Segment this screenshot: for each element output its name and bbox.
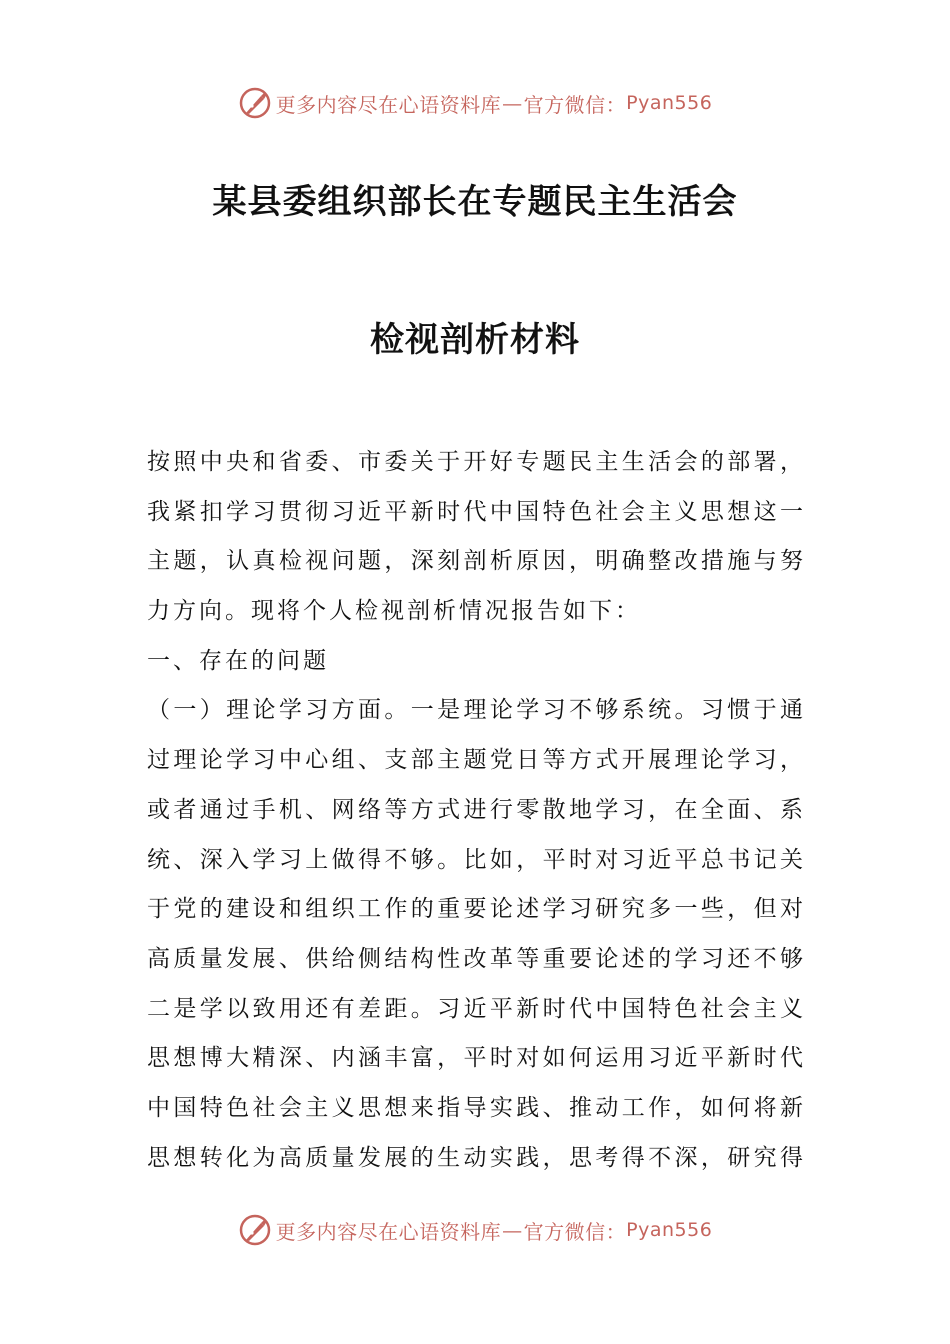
body-line: 中国特色社会主义思想来指导实践、推动工作，如何将新 <box>147 1094 803 1121</box>
body-line: 思想转化为高质量发展的生动实践，思考得不深，研究得 <box>147 1144 803 1171</box>
section-heading: 一、存在的问题 <box>147 647 329 674</box>
body-line: 统、深入学习上做得不够。比如，平时对习近平总书记关 <box>147 846 803 873</box>
document-title-line-1: 某县委组织部长在专题民主生活会 <box>212 182 738 222</box>
watermark-separator: — <box>502 91 523 115</box>
pen-nib-logo-icon <box>238 86 272 120</box>
body-line: 我紧扣学习贯彻习近平新时代中国特色社会主义思想这一 <box>147 498 803 525</box>
document-body <box>147 438 803 1183</box>
footer-watermark <box>0 1210 950 1250</box>
body-line: 于党的建设和组织工作的重要论述学习研究多一些，但对 <box>147 896 803 923</box>
body-line: 或者通过手机、网络等方式进行零散地学习，在全面、系 <box>147 796 803 823</box>
body-line: 过理论学习中心组、支部主题党日等方式开展理论学习， <box>147 747 803 774</box>
body-line: 主题，认真检视问题，深刻剖析原因，明确整改措施与努 <box>147 548 803 575</box>
body-line: 思想博大精深、内涵丰富，平时对如何运用习近平新时代 <box>147 1045 803 1072</box>
document-title-line-2: 检视剖析材料 <box>370 320 580 360</box>
header-watermark <box>0 83 950 123</box>
watermark-wechat-label: 官方微信： <box>523 92 627 117</box>
watermark-wechat-id: Pyan556 <box>626 1219 713 1241</box>
watermark-site-text: 更多内容尽在心语资料库 <box>275 92 502 117</box>
body-line: 按照中央和省委、市委关于开好专题民主生活会的部署， <box>147 449 803 475</box>
body-line: 高质量发展、供给侧结构性改革等重要论述的学习还不够 <box>147 945 803 972</box>
pen-nib-logo-icon <box>238 1213 272 1247</box>
body-line: 力方向。现将个人检视剖析情况报告如下： <box>147 598 641 625</box>
watermark-wechat-label: 官方微信： <box>523 1219 627 1244</box>
watermark-wechat-id: Pyan556 <box>626 92 713 114</box>
watermark-separator: — <box>502 1218 523 1242</box>
body-line: （一）理论学习方面。一是理论学习不够系统。习惯于通 <box>147 697 803 724</box>
body-line: 二是学以致用还有差距。习近平新时代中国特色社会主义 <box>147 995 803 1022</box>
watermark-site-text: 更多内容尽在心语资料库 <box>275 1219 502 1244</box>
